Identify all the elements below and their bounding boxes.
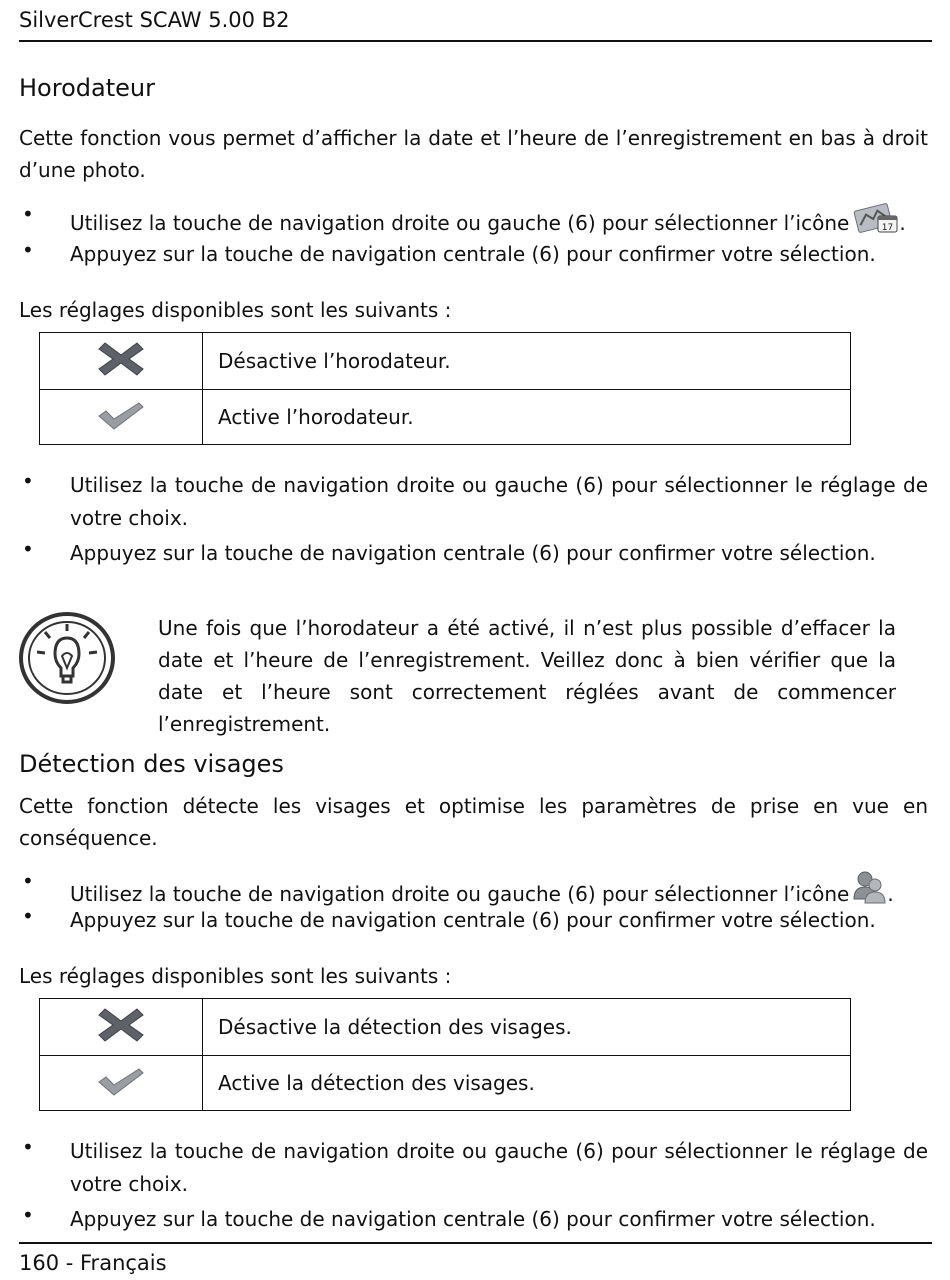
- table-text-cell: Désactive la détection des visages.: [203, 999, 851, 1056]
- bullet-text: Utilisez la touche de navigation droite ou gauche (6) pour sélectionner l’icône: [70, 211, 850, 235]
- bullet-symbol: •: [22, 1203, 34, 1227]
- footer-rule: [19, 1242, 932, 1244]
- bullet-text: Appuyez sur la touche de navigation centrale (6) pour confirmer votre sélection.: [70, 1207, 876, 1231]
- x-mark-icon: [97, 1026, 145, 1050]
- bullet-symbol: •: [22, 1135, 34, 1159]
- bullet-text: Appuyez sur la touche de navigation centrale (6) pour confirmer votre sélection.: [70, 242, 876, 266]
- document-header-title: SilverCrest SCAW 5.00 B2: [19, 8, 290, 32]
- bullet-symbol: •: [22, 537, 34, 561]
- header-rule: [19, 40, 932, 42]
- table-row: [40, 390, 851, 445]
- table-icon-cell: [40, 333, 203, 390]
- bullet-text: Utilisez la touche de navigation droite ou gauche (6) pour sélectionner le réglage de votre choix.: [70, 1139, 928, 1196]
- bullet-text: Utilisez la touche de navigation droite ou gauche (6) pour sélectionner l’icône: [70, 882, 850, 906]
- section-intro-face-detection: Cette fonction détecte les visages et optimise les paramètres de prise en vue en conséquence.: [19, 794, 928, 850]
- section-intro-horodateur: Cette fonction vous permet d’afficher la date et l’heure de l’enregistrement en bas à droit d’une photo.: [19, 126, 928, 182]
- table-text-cell: Désactive l’horodateur.: [203, 333, 851, 390]
- lightbulb-tip-icon: [17, 610, 117, 711]
- calendar-day-number: 17: [882, 223, 894, 233]
- bullet-text: Appuyez sur la touche de navigation centrale (6) pour confirmer votre sélection.: [70, 908, 876, 932]
- settings-table-horodateur: [39, 332, 851, 445]
- section-heading-horodateur: Horodateur: [19, 74, 155, 102]
- table-row: [40, 999, 851, 1056]
- icon-suffix: .: [899, 211, 906, 235]
- x-mark-icon: [97, 360, 145, 384]
- table-text-cell: Active l’horodateur.: [203, 390, 851, 445]
- bullet-symbol: •: [22, 238, 34, 262]
- table-row: [40, 333, 851, 390]
- icon-suffix: .: [887, 882, 894, 906]
- check-mark-icon: [97, 1078, 145, 1102]
- table-text-cell: Active la détection des visages.: [203, 1056, 851, 1111]
- table-icon-cell: [40, 390, 203, 445]
- settings-table-face-detection: [39, 998, 851, 1111]
- section-heading-face-detection: Détection des visages: [19, 750, 284, 778]
- page-number-footer: 160 - Français: [19, 1251, 167, 1275]
- settings-intro: Les réglages disponibles sont les suivants :: [19, 964, 452, 988]
- bullet-text: Appuyez sur la touche de navigation centrale (6) pour confirmer votre sélection.: [70, 541, 876, 565]
- settings-intro: Les réglages disponibles sont les suivants :: [19, 298, 452, 322]
- bullet-symbol: •: [22, 469, 34, 493]
- table-icon-cell: [40, 1056, 203, 1111]
- table-icon-cell: [40, 999, 203, 1056]
- bullet-symbol: •: [22, 202, 34, 226]
- table-row: [40, 1056, 851, 1111]
- bullet-text: Utilisez la touche de navigation droite ou gauche (6) pour sélectionner le réglage de votre choix.: [70, 473, 928, 530]
- bullet-symbol: •: [22, 869, 34, 893]
- check-mark-icon: [97, 412, 145, 436]
- bullet-symbol: •: [22, 904, 34, 928]
- note-text: Une fois que l’horodateur a été activé, il n’est plus possible d’effacer la date et l’heure de l’enregistrement. Veillez donc à bien vérifier que la date et l’heure sont correctement réglées avant de commencer l’enregistrement.: [158, 616, 896, 736]
